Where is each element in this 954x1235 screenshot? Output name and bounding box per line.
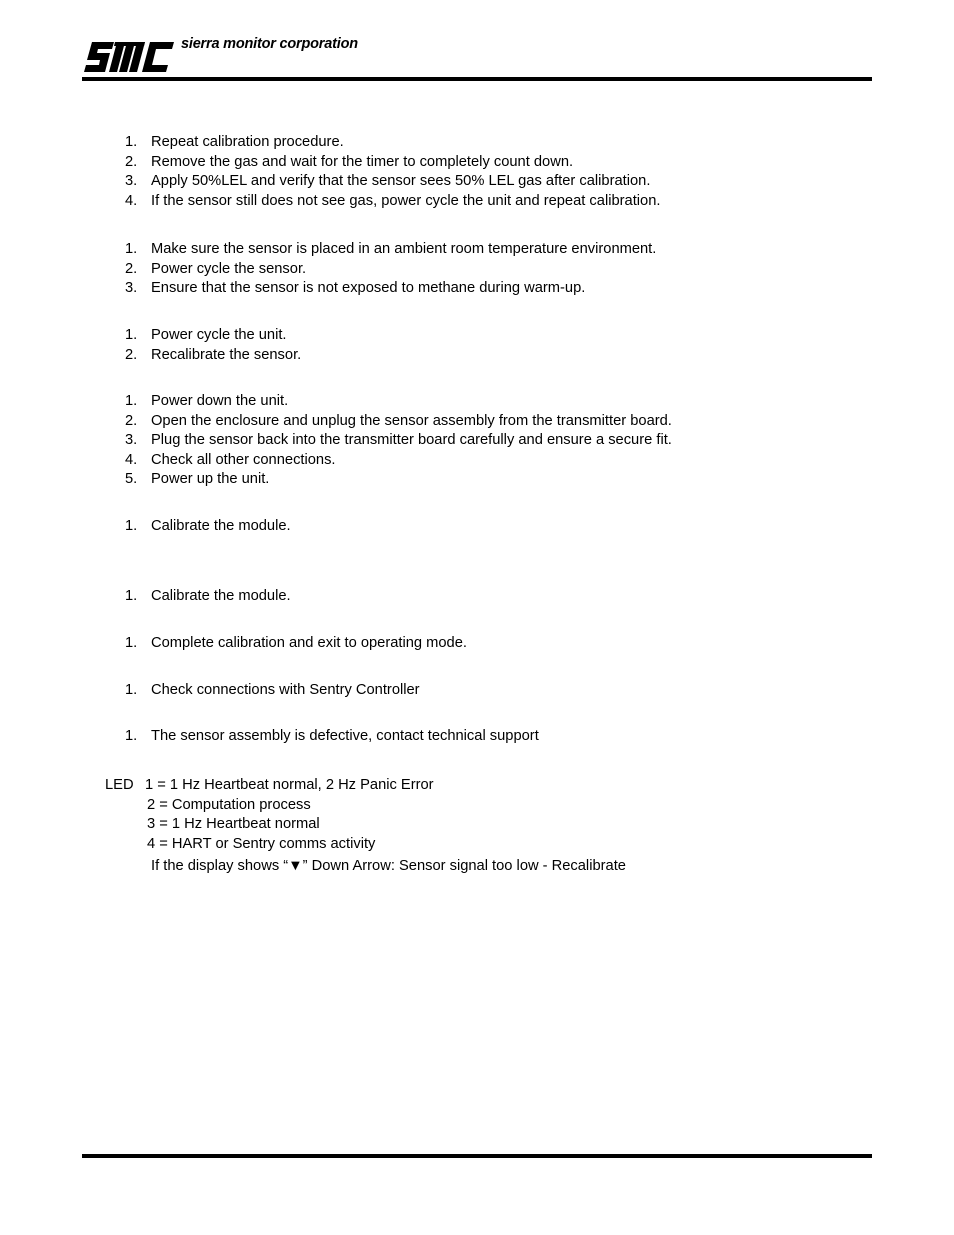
list-item-number: 1.: [125, 241, 138, 257]
list-item-number: 2.: [125, 412, 138, 429]
header-rule: [82, 77, 872, 81]
list-item-number: 3.: [125, 173, 138, 189]
list-item-text: Power up the unit.: [151, 471, 270, 487]
list-item-number: 3.: [125, 432, 138, 448]
led-label: LED: [105, 777, 134, 793]
list-item-text: Make sure the sensor is placed in an ambient room temperature environment.: [151, 241, 657, 257]
list-item-number: 2.: [125, 260, 138, 277]
list-item-number: 1.: [125, 393, 138, 409]
list-item-number: 2.: [125, 346, 138, 363]
list-item-text: Power cycle the unit.: [151, 327, 287, 343]
list-item-text: Remove the gas and wait for the timer to completely count down.: [151, 153, 574, 170]
company-name: sierra monitor corporation: [181, 36, 358, 52]
list-item-text: Open the enclosure and unplug the sensor assembly from the transmitter board.: [151, 412, 672, 429]
list-item-number: 1.: [125, 728, 138, 744]
led-line-3: 3 = 1 Hz Heartbeat normal: [147, 816, 320, 832]
led-line-1: 1 = 1 Hz Heartbeat normal, 2 Hz Panic Error: [145, 777, 434, 793]
list-item-text: Calibrate the module.: [151, 588, 291, 604]
list-item-number: 3.: [125, 280, 138, 296]
list-item-text: If the sensor still does not see gas, power cycle the unit and repeat calibration.: [151, 192, 661, 209]
list-item-text: Power down the unit.: [151, 393, 289, 409]
list-item-number: 1.: [125, 682, 138, 698]
list-item-text: Plug the sensor back into the transmitter board carefully and ensure a secure fit.: [151, 432, 672, 448]
led-note: If the display shows “▼” Down Arrow: Sensor signal too low - Recalibrate: [151, 858, 626, 874]
list-item-text: Ensure that the sensor is not exposed to methane during warm-up.: [151, 280, 586, 296]
list-item-text: The sensor assembly is defective, contact technical support: [151, 728, 539, 744]
list-item-number: 5.: [125, 471, 138, 487]
list-item-number: 1.: [125, 327, 138, 343]
led-line-4: 4 = HART or Sentry comms activity: [147, 836, 376, 852]
list-item-text: Check connections with Sentry Controller: [151, 682, 420, 698]
list-item-text: Check all other connections.: [151, 451, 336, 468]
list-item-number: 1.: [125, 134, 138, 150]
list-item-number: 4.: [125, 451, 138, 468]
list-item-number: 2.: [125, 153, 138, 170]
smc-logo: [84, 38, 174, 76]
list-item-text: Complete calibration and exit to operating mode.: [151, 635, 467, 651]
list-item-number: 1.: [125, 518, 138, 534]
list-item-number: 1.: [125, 588, 138, 604]
list-item-text: Apply 50%LEL and verify that the sensor sees 50% LEL gas after calibration.: [151, 173, 651, 189]
list-item-number: 1.: [125, 635, 138, 651]
led-line-2: 2 = Computation process: [147, 797, 311, 813]
list-item-text: Power cycle the sensor.: [151, 260, 307, 277]
list-item-text: Recalibrate the sensor.: [151, 346, 302, 363]
page-header: [84, 36, 874, 82]
list-item-number: 4.: [125, 192, 138, 209]
list-item-text: Calibrate the module.: [151, 518, 291, 534]
footer-rule: [82, 1154, 872, 1158]
list-item-text: Repeat calibration procedure.: [151, 134, 344, 150]
